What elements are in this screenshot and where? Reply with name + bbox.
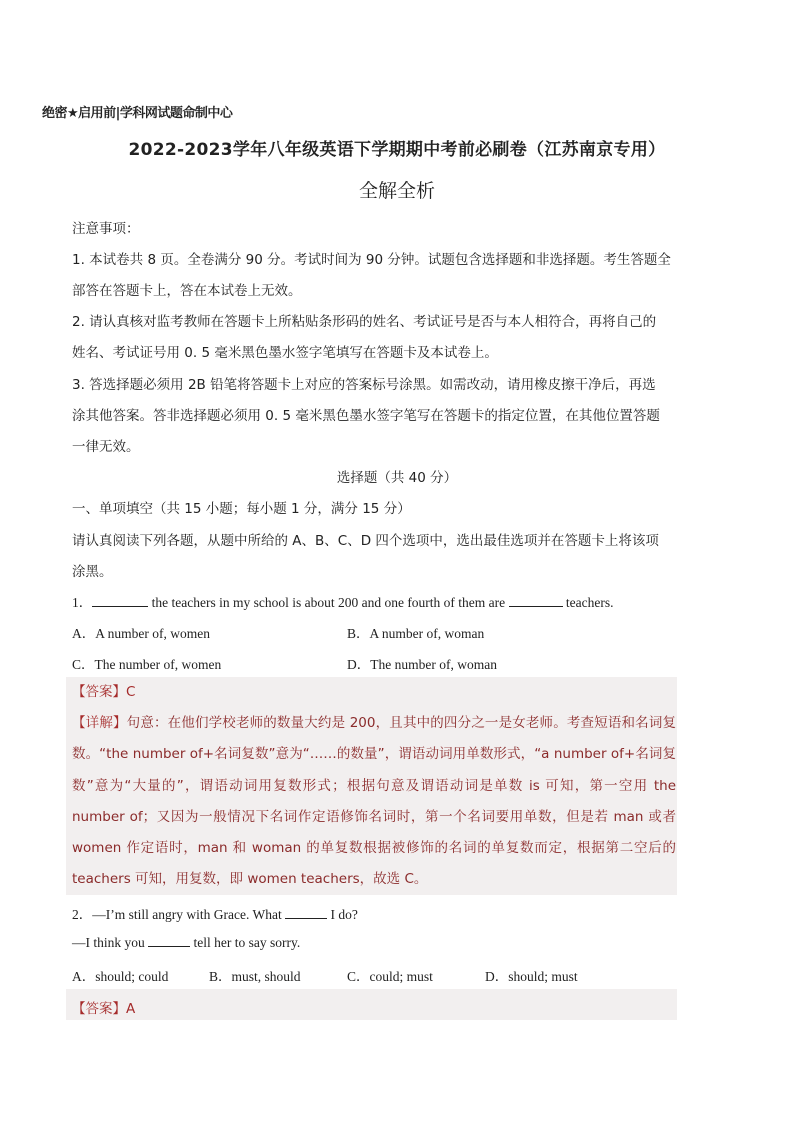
- question-text: the teachers in my school is about 200 and one fourth of them are: [148, 595, 509, 610]
- note-1-line-2: 部答在答题卡上，答在本试卷上无效。: [72, 283, 302, 299]
- note-1-line-1: 1. 本试卷共 8 页。全卷满分 90 分。考试时间为 90 分钟。试题包含选择题和非选择题。考生答题全: [72, 252, 671, 268]
- note-2-line-2: 姓名、考试证号用 0. 5 毫米黑色墨水签字笔填写在答题卡及本试卷上。: [72, 345, 498, 361]
- section-title: 选择题（共 40 分）: [336, 470, 458, 486]
- answer-blank: [92, 594, 148, 607]
- q1-explanation: [72, 677, 676, 895]
- q1-option-b: B．A number of, woman: [347, 626, 485, 641]
- q2-option-d: D．should; must: [485, 969, 578, 984]
- question-2-line-1: [72, 903, 358, 923]
- question-number: 1．: [72, 595, 93, 610]
- note-3-line-3: 一律无效。: [72, 439, 140, 455]
- confidential-label: 绝密★启用前|学科网试题命制中心: [42, 106, 233, 121]
- note-3-line-2: 涂其他答案。答非选择题必须用 0. 5 毫米黑色墨水签字笔写在答题卡的指定位置，在其他位置答题: [72, 408, 660, 424]
- detail-label: 【详解】: [72, 715, 127, 732]
- q2-answer-box: [66, 989, 677, 1020]
- q1-option-a: A．A number of, women: [72, 626, 210, 641]
- q2-option-c: C．could; must: [347, 969, 433, 984]
- question-2-line-2: [72, 934, 300, 951]
- note-3-line-1: 3. 答选择题必须用 2B 铅笔将答题卡上对应的答案标号涂黑。如需改动，请用橡皮擦干净后，再选: [72, 377, 656, 393]
- note-2-line-1: 2. 请认真核对监考教师在答题卡上所粘贴条形码的姓名、考试证号是否与本人相符合，再将自己的: [72, 314, 657, 330]
- page-subtitle: 全解全析: [358, 180, 435, 202]
- part-heading: 一、单项填空（共 15 小题；每小题 1 分，满分 15 分）: [72, 501, 411, 517]
- q1-answer: 【答案】C: [72, 684, 136, 700]
- question-1: [72, 591, 614, 611]
- question-text-end: I do?: [327, 907, 358, 922]
- q1-option-d: D．The number of, woman: [347, 657, 497, 672]
- notes-heading: 注意事项：: [72, 221, 140, 237]
- answer-blank: [148, 934, 190, 947]
- detail-body: 句意：在他们学校老师的数量大约是 200，且其中的四分之一是女老师。考查短语和名词复数。“the number of+名词复数”意为“……的数量”，谓语动词用单数形式，“a number of+名词复数”意为“大量的”，谓语动词用复数形式；根据句意及谓语动词是单数 is 可知，第一空用 the number of；又因为一般情况下名词作定语修饰名词时，第一个名词要用单数，但是若 man 或者 women 作定语时，man 和 woman 的单复数根据被修饰的名词的单复数而定，根据第二空后的 teachers 可知，用复数，即 women teachers，故选 C。: [72, 715, 677, 888]
- instructions-line-2: 涂黑。: [72, 564, 113, 580]
- question-text-end: teachers.: [562, 595, 614, 610]
- q2-answer: 【答案】A: [72, 1001, 136, 1017]
- question-text-end: tell her to say sorry.: [190, 935, 301, 950]
- q1-detail-paragraph: [72, 708, 676, 895]
- question-text: 2．—I’m still angry with Grace. What: [72, 907, 286, 922]
- page-title: 2022-2023学年八年级英语下学期期中考前必刷卷（江苏南京专用）: [128, 140, 666, 160]
- question-text: —I think you: [72, 935, 149, 950]
- q2-option-a: A．should; could: [72, 969, 169, 984]
- q1-option-c: C．The number of, women: [72, 657, 222, 672]
- answer-blank: [509, 594, 563, 607]
- answer-blank: [285, 906, 327, 919]
- instructions-line-1: 请认真阅读下列各题，从题中所给的 A、B、C、D 四个选项中，选出最佳选项并在答题卡上将该项: [72, 533, 659, 549]
- q2-option-b: B．must, should: [209, 969, 301, 984]
